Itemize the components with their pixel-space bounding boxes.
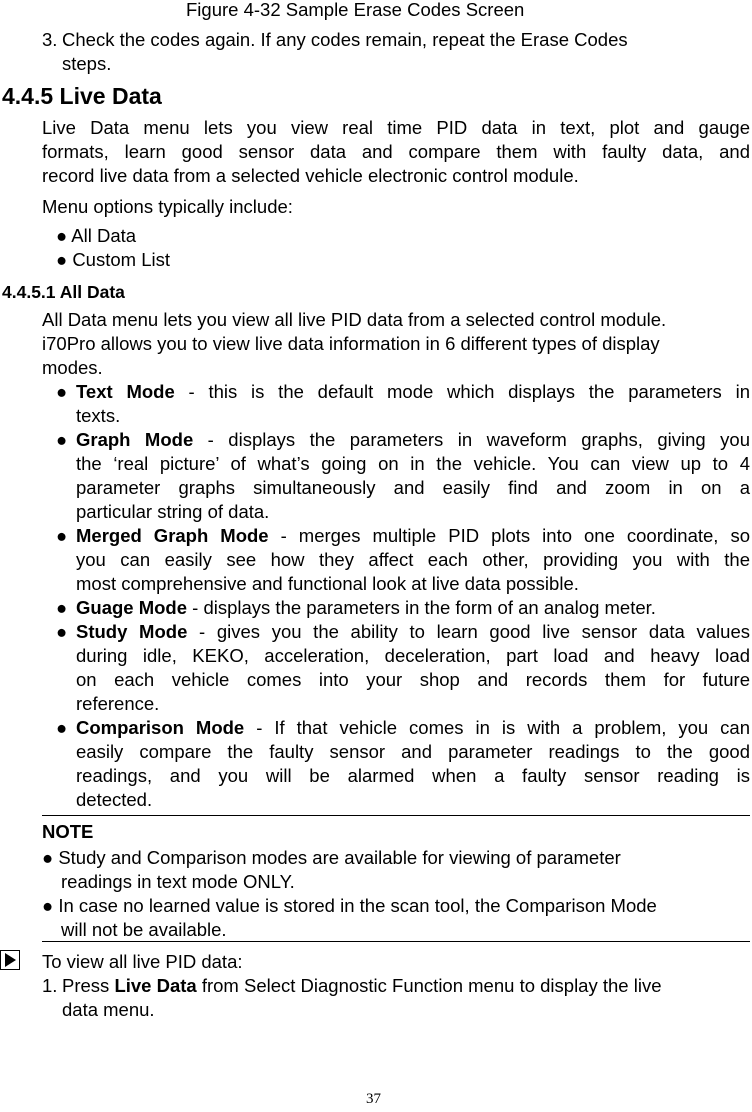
procedure-intro: To view all live PID data: (42, 951, 243, 972)
note-item-cont: will not be available. (61, 919, 227, 940)
note-item: ● In case no learned value is stored in the scan tool, the Comparison Mode (42, 895, 657, 916)
menu-options-intro: Menu options typically include: (42, 196, 293, 217)
mode-desc-cont: you can easily see how they affect each other, providing you with the (76, 549, 750, 570)
step-1-post: from Select Diagnostic Function menu to display the live (196, 975, 662, 996)
note-title: NOTE (42, 821, 94, 842)
note-top-rule (42, 815, 750, 816)
page-number: 37 (366, 1091, 381, 1107)
mode-desc-cont: during idle, KEKO, acceleration, deceleration, part load and heavy load (76, 645, 750, 666)
mode-desc: - If that vehicle comes in is with a problem, you can (244, 717, 750, 738)
mode-desc-cont: reference. (76, 693, 160, 714)
list-item-custom-list: ● Custom List (56, 249, 170, 270)
paragraph-line: modes. (42, 357, 103, 378)
note-bottom-rule (42, 941, 750, 942)
step-3-number: 3. (42, 29, 58, 50)
paragraph-line: formats, learn good sensor data and compare them with faulty data, and (42, 141, 750, 162)
mode-desc-cont: readings, and you will be alarmed when a faulty sensor reading is (76, 765, 750, 786)
mode-name-merged: Merged Graph Mode (76, 525, 269, 546)
step-1-text (62, 974, 661, 998)
paragraph-line: i70Pro allows you to view live data information in 6 different types of display (42, 333, 660, 354)
note-item-cont: readings in text mode ONLY. (61, 871, 295, 892)
step-3-text: Check the codes again. If any codes remain, repeat the Erase Codes (62, 29, 628, 50)
mode-desc-cont: texts. (76, 405, 121, 426)
bullet: ● (56, 381, 68, 402)
paragraph-line: All Data menu lets you view all live PID data from a selected control module. (42, 309, 667, 330)
figure-caption: Figure 4-32 Sample Erase Codes Screen (186, 0, 525, 20)
bullet: ● (56, 597, 68, 618)
bullet: ● (56, 429, 68, 450)
mode-desc: - gives you the ability to learn good live sensor data values (187, 621, 750, 642)
mode-desc: - merges multiple PID plots into one coordinate, so (268, 525, 750, 546)
mode-name-text: Text Mode (76, 381, 175, 402)
paragraph-line: record live data from a selected vehicle electronic control module. (42, 165, 579, 186)
bullet: ● (56, 525, 68, 546)
mode-study-line (76, 620, 750, 644)
paragraph-line: Live Data menu lets you view real time PID data in text, plot and gauge (42, 117, 750, 138)
mode-desc: - this is the default mode which displays the parameters in (174, 381, 750, 402)
mode-desc-cont: easily compare the faulty sensor and parameter readings to the good (76, 741, 750, 762)
mode-desc-cont: on each vehicle comes into your shop and records them for future (76, 669, 750, 690)
mode-text-line (76, 380, 750, 404)
mode-desc-cont: the ‘real picture’ of what’s going on in the vehicle. You can view up to 4 (76, 453, 750, 474)
mode-desc-cont: detected. (76, 789, 153, 810)
mode-desc-cont: parameter graphs simultaneously and easily find and zoom in on a (76, 477, 750, 498)
mode-merged-line (76, 524, 750, 548)
subsection-heading-all-data: 4.4.5.1 All Data (2, 282, 125, 302)
bullet: ● (56, 717, 68, 738)
mode-name-study: Study Mode (76, 621, 188, 642)
mode-desc-cont: particular string of data. (76, 501, 270, 522)
step-1-text-cont: data menu. (62, 999, 155, 1020)
arrow-icon (0, 950, 20, 970)
mode-name-guage: Guage Mode (76, 597, 188, 618)
note-item: ● Study and Comparison modes are available for viewing of parameter (42, 847, 621, 868)
step-1-pre: Press (62, 975, 115, 996)
list-item-all-data: ● All Data (56, 225, 137, 246)
mode-desc: - displays the parameters in waveform graphs, giving you (193, 429, 751, 450)
bullet: ● (56, 621, 68, 642)
step-1-bold: Live Data (114, 975, 197, 996)
mode-comparison-line (76, 716, 750, 740)
mode-graph-line (76, 428, 750, 452)
step-1-number: 1. (42, 975, 58, 996)
mode-desc: - displays the parameters in the form of an analog meter. (187, 597, 656, 618)
mode-guage-line (76, 596, 656, 620)
mode-desc-cont: most comprehensive and functional look at live data possible. (76, 573, 579, 594)
step-3-text-cont: steps. (62, 53, 112, 74)
mode-name-comparison: Comparison Mode (76, 717, 245, 738)
section-heading-live-data: 4.4.5 Live Data (2, 83, 162, 109)
mode-name-graph: Graph Mode (76, 429, 194, 450)
